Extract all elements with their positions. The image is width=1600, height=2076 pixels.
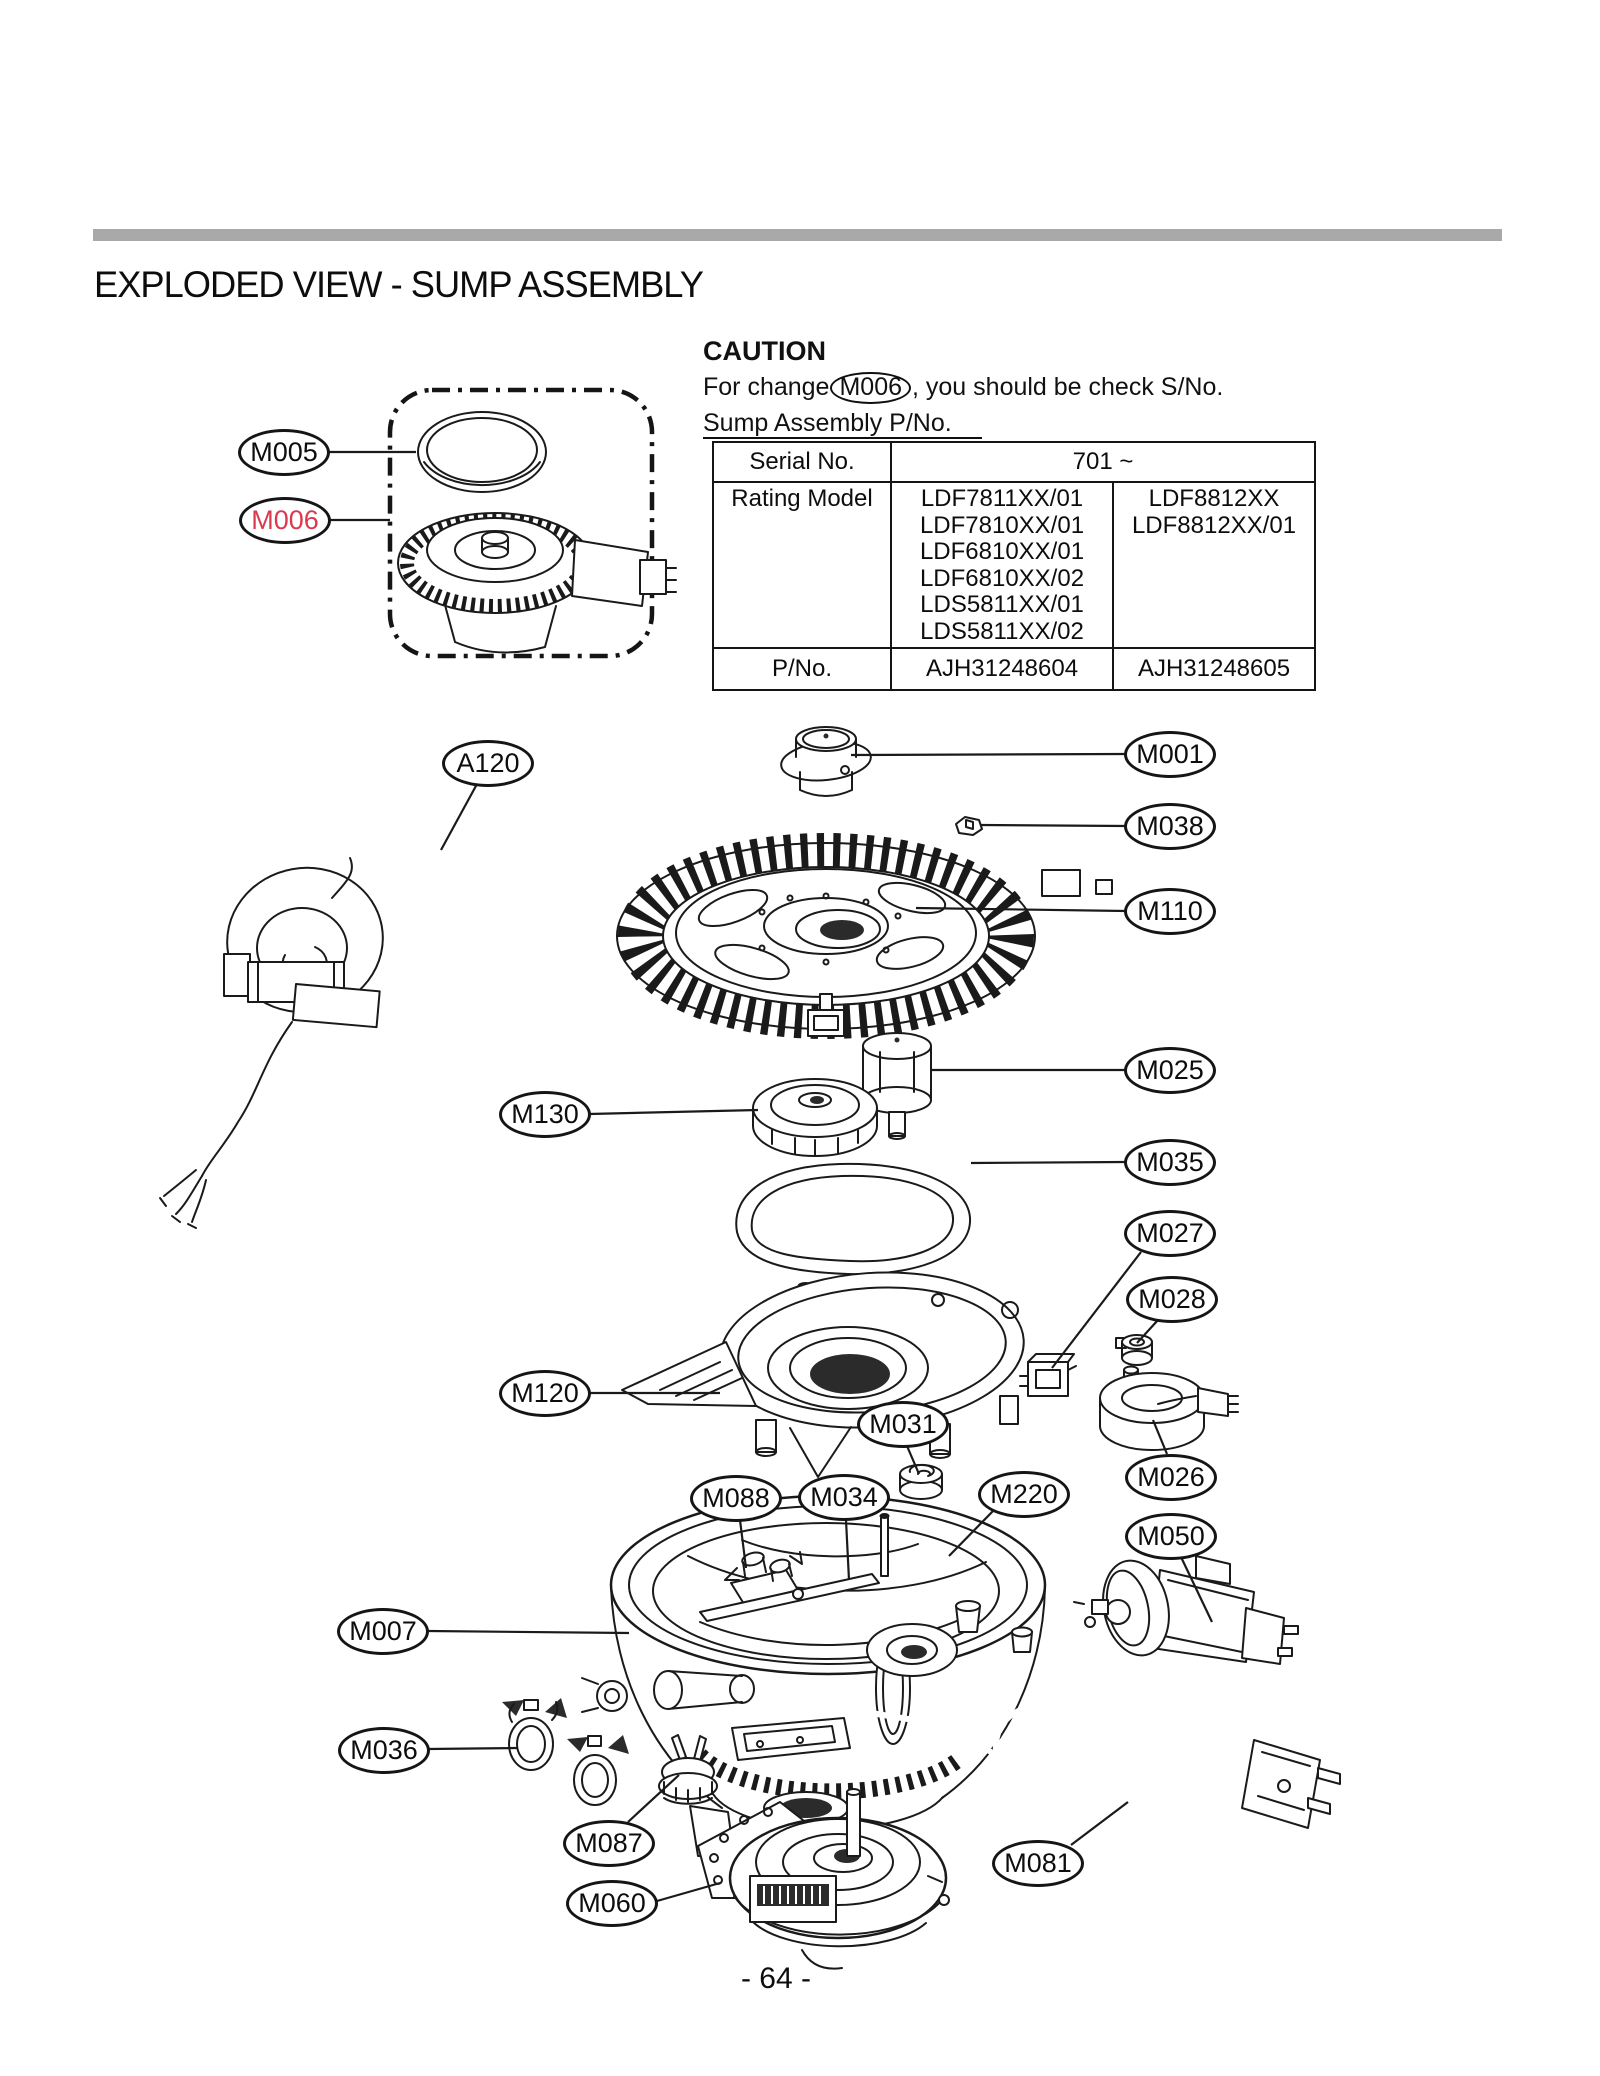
- model-line: LDF8812XX/01: [1131, 511, 1297, 539]
- callout-m028: M028: [1126, 1276, 1218, 1323]
- model-line: LDF7810XX/01: [919, 511, 1085, 539]
- callout-m027: M027: [1124, 1210, 1216, 1257]
- leader-line-m001: [851, 754, 1126, 755]
- callout-m001: M001: [1124, 731, 1216, 778]
- leader-lines: [326, 452, 1212, 1901]
- part-m087-check-valve: [659, 1735, 717, 1804]
- callout-m110: M110: [1124, 888, 1216, 935]
- part-m110-filter-ring: [617, 843, 1112, 1036]
- caution-heading: CAUTION: [703, 336, 826, 366]
- leader-line-m081: [1071, 1802, 1128, 1845]
- callout-m120: M120: [499, 1370, 591, 1417]
- part-m036-clamps: [502, 1698, 629, 1805]
- model-line: LDS5811XX/02: [920, 617, 1084, 645]
- part-a120-harness: [160, 856, 394, 1228]
- callout-m060: M060: [566, 1880, 658, 1927]
- callout-m038: M038: [1124, 803, 1216, 850]
- callout-m050: M050: [1125, 1513, 1217, 1560]
- callout-m007: M007: [337, 1608, 429, 1655]
- model-line: LDF7811XX/01: [920, 485, 1084, 512]
- part-m025-cylinder: [863, 1033, 931, 1139]
- part-m028-nut: [1116, 1335, 1152, 1365]
- part-m027-switch: [1020, 1354, 1076, 1396]
- callout-m031: M031: [857, 1401, 949, 1448]
- leader-line-m130: [589, 1110, 758, 1114]
- model-line: LDF6810XX/02: [919, 564, 1085, 592]
- callout-a120: A120: [442, 740, 534, 787]
- model-line: LDF6810XX/01: [919, 538, 1085, 565]
- part-m005-gasket: [418, 412, 546, 492]
- part-m031-grommet: [900, 1465, 942, 1499]
- callout-m034: M034: [798, 1474, 890, 1521]
- part-m130-impeller: [753, 1079, 877, 1156]
- callout-m130: M130: [499, 1091, 591, 1138]
- leader-line-m027: [1052, 1252, 1141, 1368]
- rating-label-cell: Rating Model: [713, 482, 891, 648]
- caution-circled-ref: M006: [830, 372, 911, 404]
- callout-m081: M081: [992, 1840, 1084, 1887]
- part-m120-housing: [622, 1263, 1029, 1477]
- part-m038-clip: [956, 817, 982, 835]
- leader-line-m087: [628, 1775, 679, 1822]
- callout-m026: M026: [1125, 1454, 1217, 1501]
- leader-line-m036: [428, 1748, 517, 1749]
- caution-text-suffix: , you should be check S/No.: [912, 373, 1224, 401]
- caution-text-prefix: For change: [703, 373, 830, 401]
- page-title: EXPLODED VIEW - SUMP ASSEMBLY: [94, 264, 704, 305]
- callout-m005: M005: [238, 429, 330, 476]
- model-line: LDF8812XX: [1148, 485, 1280, 512]
- part-m001-cap: [779, 727, 872, 796]
- part-m006-assembly: [398, 513, 676, 652]
- pno-col2-cell: AJH31248605: [1113, 648, 1315, 690]
- part-m007-sump-bowl: [582, 1496, 1045, 1856]
- part-m026-gear-motor: [1100, 1367, 1238, 1451]
- leader-line-a120: [441, 784, 477, 850]
- serial-label-cell: Serial No.: [713, 442, 891, 482]
- callout-m025: M025: [1124, 1047, 1216, 1094]
- callout-m036: M036: [338, 1727, 430, 1774]
- pno-col1-cell: AJH31248604: [891, 648, 1113, 690]
- caution-subtitle: Sump Assembly P/No.: [703, 409, 1263, 438]
- pno-label-cell: P/No.: [713, 648, 891, 690]
- leader-line-m035: [971, 1162, 1126, 1163]
- leader-line-m007: [428, 1631, 629, 1633]
- callout-m087: M087: [563, 1820, 655, 1867]
- model-line: LDS5811XX/01: [920, 591, 1084, 618]
- serial-value-cell: 701 ~: [891, 442, 1315, 482]
- part-m035-seal: [736, 1164, 970, 1274]
- part-m050-drain-pump: [1074, 1554, 1298, 1664]
- leader-line-m038: [981, 825, 1126, 826]
- callout-m006: M006: [239, 497, 331, 544]
- callout-m035: M035: [1124, 1139, 1216, 1186]
- callout-m088: M088: [690, 1475, 782, 1522]
- page-number: - 64 -: [740, 1962, 812, 1995]
- callout-m220: M220: [978, 1471, 1070, 1518]
